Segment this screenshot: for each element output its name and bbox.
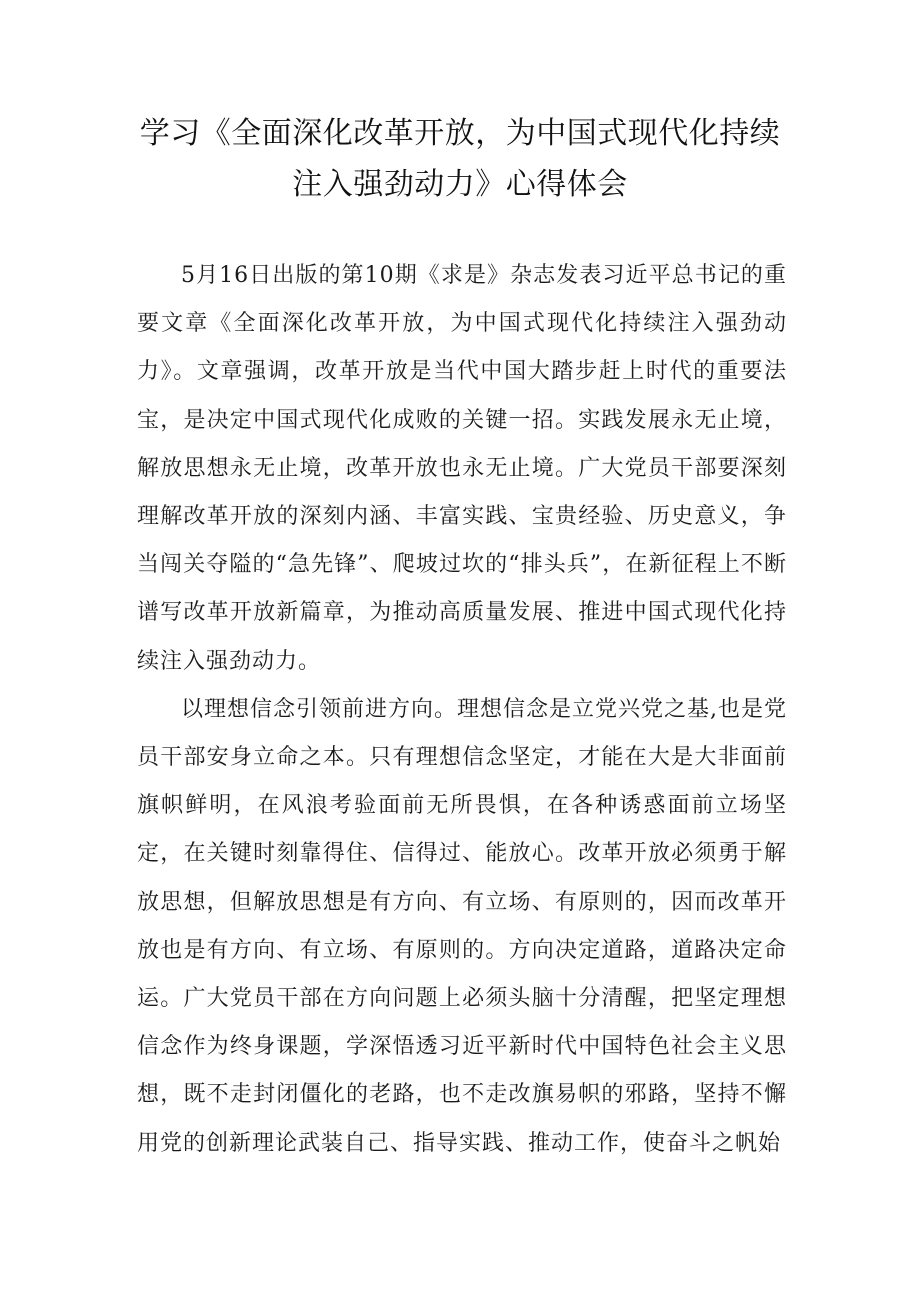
paragraph-2: 以理想信念引领前进方向。理想信念是立党兴党之基,也是党员干部安身立命之本。只有理想信念坚定，才能在大是大非面前旗帜鲜明，在风浪考验面前无所畏惧，在各种诱惑面前立场坚定，在关键时刻靠得住、信得过、能放心。改革开放必须勇于解放思想，但解放思想是有方向、有立场、有原则的，因而改革开放也是有方向、有立场、有原则的。方向决定道路，道路决定命运。广大党员干部在方向问题上必须头脑十分清醒，把坚定理想信念作为终身课题，学深悟透习近平新时代中国特色社会主义思想，既不走封闭僵化的老路，也不走改旗易帜的邪路，坚持不懈用党的创新理论武装自己、指导实践、推动工作，使奋斗之帆始 bbox=[137, 696, 787, 1156]
document-title-line-2: 注入强劲动力》心得体会 bbox=[292, 167, 628, 202]
document-title-line-1: 学习《全面深化改革开放，为中国式现代化持续 bbox=[139, 116, 781, 151]
paragraph-1: 5月16日出版的第10期《求是》杂志发表习近平总书记的重要文章《全面深化改革开放，为中国式现代化持续注入强劲动力》。文章强调，改革开放是当代中国大踏步赶上时代的重要法宝，是决定中国式现代化成败的关键一招。实践发展永无止境，解放思想永无止境，改革开放也永无止境。广大党员干部要深刻理解改革开放的深刻内涵、丰富实践、宝贵经验、历史意义，争当闯关夺隘的“急先锋”、爬坡过坎的“排头兵”，在新征程上不断谱写改革开放新篇章，为推动高质量发展、推进中国式现代化持续注入强劲动力。 bbox=[137, 263, 787, 674]
document-body bbox=[137, 252, 787, 1168]
document-title bbox=[100, 108, 820, 210]
